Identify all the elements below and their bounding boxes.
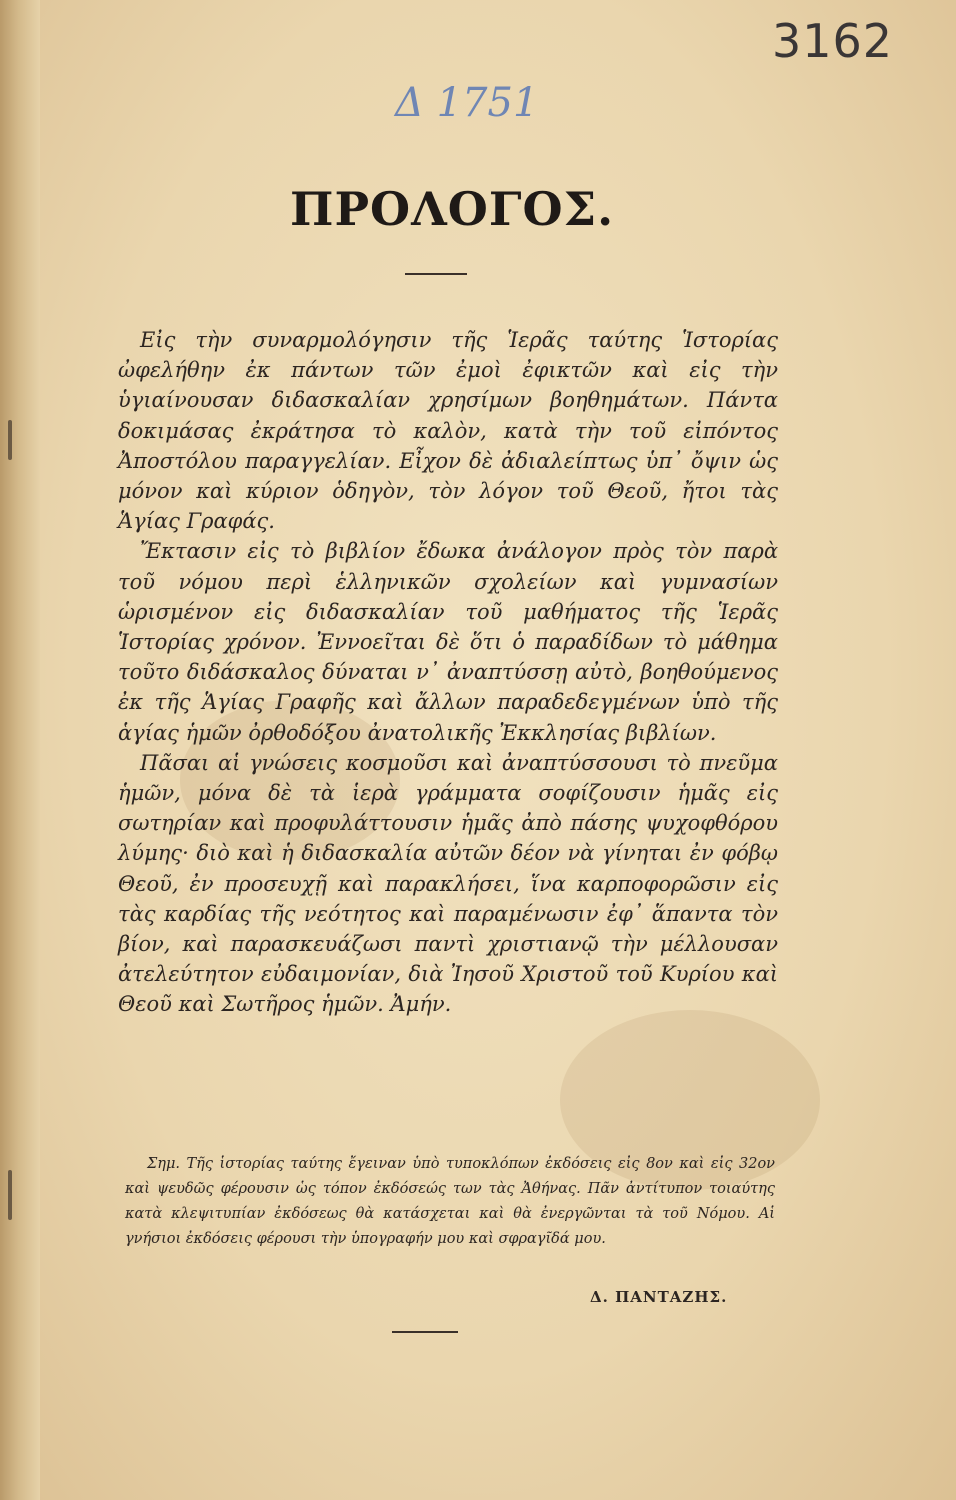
book-spine-edge (0, 0, 40, 1500)
spine-damage-mark (8, 420, 12, 460)
paragraph: Ἔκτασιν εἰς τὸ βιβλίον ἔδωκα ἀνάλογον πρὸς τὸν παρὰ τοῦ νόμου περὶ ἑλληνικῶν σχολείων καὶ γυμνασίων ὡρισμένον εἰς διδασκαλίαν τοῦ μαθήματος τῆς Ἱερᾶς Ἱστορίας χρόνον. Ἐννοεῖται δὲ ὅτι ὁ παραδίδων τὸ μάθημα τοῦτο διδάσκαλος δύναται ν᾽ ἀναπτύσσῃ αὐτὸ, βοηθούμενος ἐκ τῆς Ἁγίας Γραφῆς καὶ ἄλλων παραδεδεγμένων ὑπὸ τῆς ἁγίας ἡμῶν ὀρθοδόξου ἀνατολικῆς Ἐκκλησίας βιβλίων. (118, 539, 778, 745)
paragraph: Εἰς τὴν συναρμολόγησιν τῆς Ἱερᾶς ταύτης Ἱστορίας ὠφελήθην ἐκ πάντων τῶν ἐμοὶ ἐφικτῶν καὶ εἰς τὴν ὑγιαίνουσαν διδασκαλίαν χρησίμων βοηθημάτων. Πάντα δοκιμάσας ἐκράτησα τὸ καλὸν, κατὰ τὴν τοῦ εἰπόντος Ἀποστόλου παραγγελίαν. Εἶχον δὲ ἀδιαλείπτως ὑπ᾽ ὄψιν ὡς μόνον καὶ κύριον ὁδηγὸν, τὸν λόγον τοῦ Θεοῦ, ἤτοι τὰς Ἁγίας Γραφάς. (118, 328, 778, 534)
bottom-divider (392, 1331, 458, 1333)
author-signature: Δ. ΠΑΝΤΑΖΗΣ. (590, 1288, 728, 1306)
handwritten-catalog-number: 3162 (772, 14, 894, 68)
paragraph: Πᾶσαι αἱ γνώσεις κοσμοῦσι καὶ ἀναπτύσσουσι τὸ πνεῦμα ἡμῶν, μόνα δὲ τὰ ἱερὰ γράμματα σοφίζουσιν ἡμᾶς εἰς σωτηρίαν καὶ προφυλάττουσιν ἡμᾶς ἀπὸ πάσης ψυχοφθόρου λύμης· διὸ καὶ ἡ διδασκαλία αὐτῶν δέον νὰ γίνηται ἐν φόβῳ Θεοῦ, ἐν προσευχῇ καὶ παρακλήσει, ἵνα καρποφορῶσιν εἰς τὰς καρδίας τῆς νεότητος καὶ παραμένωσιν ἐφ᾽ ἅπαντα τὸν βίον, καὶ παρασκευάζωσι παντὶ χριστιανῷ τὴν μέλλουσαν ἀτελεύτητον εὐδαιμονίαν, διὰ Ἰησοῦ Χριστοῦ τοῦ Κυρίου καὶ Θεοῦ καὶ Σωτῆρος ἡμῶν. Ἀμήν. (118, 750, 778, 1017)
title-divider (405, 273, 467, 275)
spine-damage-mark (8, 1170, 12, 1220)
footnote: Σημ. Τῆς ἱστορίας ταύτης ἔγειναν ὑπὸ τυποκλόπων ἐκδόσεις εἰς 8ον καὶ εἰς 32ον καὶ ψευδῶς φέρουσιν ὡς τόπον ἐκδόσεώς των τὰς Ἀθήνας. Πᾶν ἀντίτυπον τοιαύτης κατὰ κλεψιτυπίαν ἐκδόσεως θὰ κατάσχεται καὶ θὰ ἐνεργῶνται τὰ τοῦ Νόμου. Αἱ γνήσιοι ἐκδόσεις φέρουσι τὴν ὑπογραφήν μου καὶ σφραγῖδά μου. (125, 1156, 775, 1247)
handwritten-shelf-mark: Δ 1751 (395, 80, 539, 126)
page-title: ΠΡΟΛΟΓΟΣ. (290, 182, 615, 236)
preface-body (118, 325, 778, 1020)
